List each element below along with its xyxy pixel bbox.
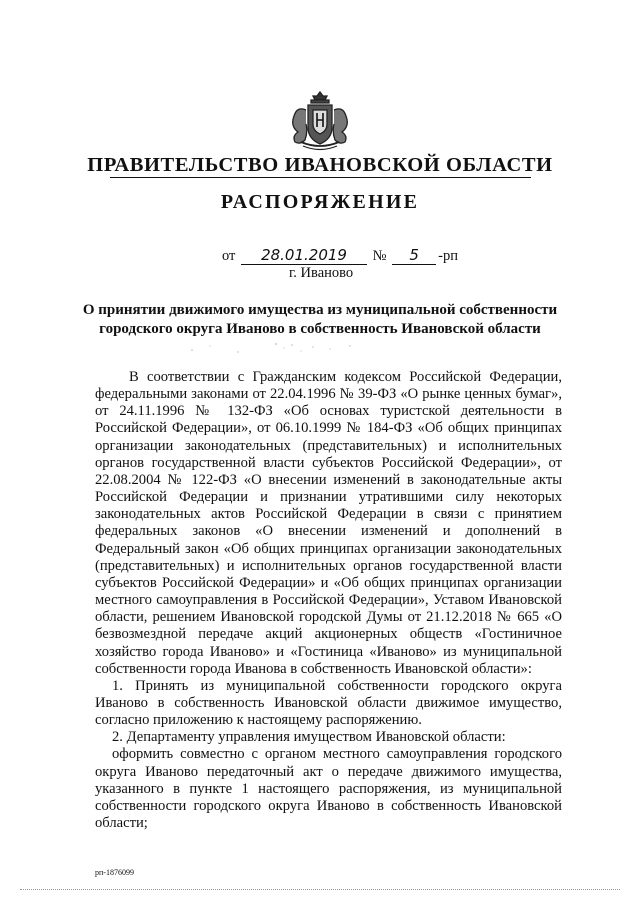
- registration-line: [222, 246, 458, 265]
- subject-line-2: городского округа Иваново в собственность Ивановской области: [99, 321, 541, 337]
- coat-of-arms-icon: [289, 88, 351, 154]
- city: г. Иваново: [289, 265, 354, 281]
- date-field: 28.01.2019: [241, 246, 367, 265]
- item-2-subpoint: оформить совместно с органом местного самоуправления городского округа Иваново передаточный акт о передаче движимого имущества, указанного в пункте 1 настоящего распоряжения, из муниципальной собственности городского округа Иваново в собственность Ивановской области;: [95, 746, 562, 832]
- page-bottom-rule: [20, 889, 620, 890]
- document-body: [95, 369, 562, 832]
- preamble-paragraph: В соответствии с Гражданским кодексом Российской Федерации, федеральными законами от 22.04.1996 № 39-ФЗ «О рынке ценных бумаг», от 24.11.1996 № 132-ФЗ «Об основах туристской деятельности в Российской Федерации», от 06.10.1999 № 184-ФЗ «Об общих принципах организации законодательных (представительных) и исполнительных органов государственной власти субъектов Российской Федерации», от 22.08.2004 № 122-ФЗ «О внесении изменений в законодательные акты Российской Федерации и признании утратившими силу некоторых законодательных актов Российской Федерации в связи с принятием федеральных законов «О внесении изменений и дополнений в Федеральный закон «Об общих принципах организации законодательных (представительных) и исполнительных органов государственной власти субъектов Российской Федерации» и «Об общих принципах организации местного самоуправления в Российской Федерации», Уставом Ивановской области, решением Ивановской городской Думы от 21.12.2018 № 665 «О безвозмездной передаче акций акционерных обществ «Гостиничное хозяйство города Иваново» и «Гостиница «Иваново» из муниципальной собственности города Иванова в собственность Ивановской области»:: [95, 369, 562, 677]
- document-code: рп-1876099: [95, 868, 134, 877]
- number-sign: №: [372, 248, 387, 264]
- item-2: 2. Департаменту управления имуществом Ивановской области:: [112, 729, 506, 746]
- scan-noise: [180, 336, 380, 360]
- item-1: 1. Принять из муниципальной собственности городского округа Иваново в собственность Ивановской области движимое имущество, согласно приложению к настоящему распоряжению.: [95, 677, 562, 729]
- subject-line-1: О принятии движимого имущества из муниципальной собственности: [82, 302, 558, 318]
- number-suffix: -рп: [438, 248, 458, 264]
- date-prefix: от: [222, 248, 236, 264]
- government-title: ПРАВИТЕЛЬСТВО ИВАНОВСКОЙ ОБЛАСТИ: [87, 154, 553, 176]
- title-underline: [110, 177, 531, 178]
- document-subject: [0, 301, 640, 339]
- number-field: 5: [392, 246, 436, 265]
- document-type: РАСПОРЯЖЕНИЕ: [220, 191, 420, 213]
